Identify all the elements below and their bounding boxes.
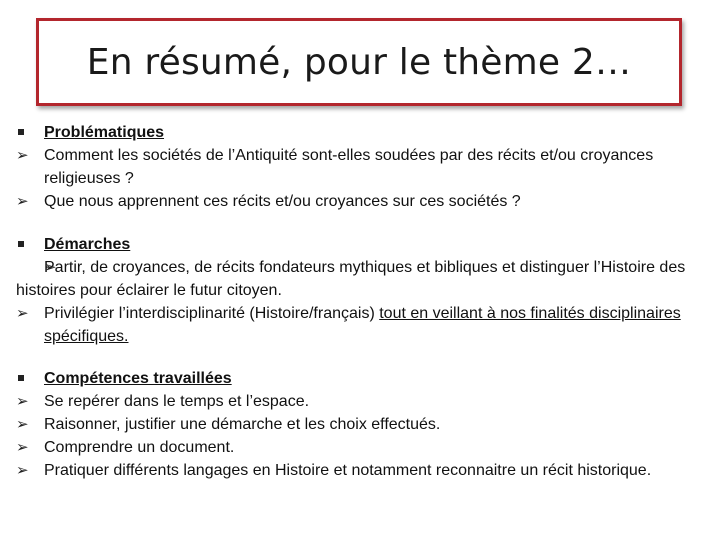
arrow-bullet-icon (16, 302, 40, 325)
list-item: ➢ Se repérer dans le temps et l’espace. (16, 390, 700, 413)
arrow-bullet-icon (16, 413, 40, 436)
section-heading-demarches: Démarches (44, 236, 131, 253)
arrow-bullet-icon (16, 390, 40, 413)
list-item: ➢ Comment les sociétés de l’Antiquité sont-elles soudées par des récits et/ou croyances religieuses ? (16, 144, 700, 190)
list-item: ➢ Partir, de croyances, de récits fondateurs mythiques et bibliques et distinguer l’Histoire des histoires pour éclairer le futur citoyen. (16, 256, 700, 302)
list-item: ➢ Que nous apprennent ces récits et/ou croyances sur ces sociétés ? (16, 190, 700, 213)
list-item: ➢ Comprendre un document. (16, 436, 700, 459)
arrow-bullet-icon (16, 436, 40, 459)
slide-title: En résumé, pour le thème 2… (86, 41, 632, 83)
arrow-bullet-icon (16, 144, 40, 167)
section-heading-problematiques: Problématiques (44, 124, 165, 141)
list-item: ➢ Pratiquer différents langages en Histoire et notamment reconnaitre un récit historique. (16, 459, 700, 482)
list-item: ➢ Privilégier l’interdisciplinarité (Histoire/français) tout en veillant à nos finalités disciplinaires spécifiques. (16, 302, 700, 348)
arrow-bullet-icon (16, 190, 40, 213)
slide-content (16, 121, 700, 482)
arrow-bullet-icon (16, 256, 40, 279)
list-item: ➢ Raisonner, justifier une démarche et les choix effectués. (16, 413, 700, 436)
title-box (36, 18, 682, 106)
arrow-bullet-icon (16, 459, 40, 482)
section-heading-competences: Compétences travaillées (44, 370, 232, 387)
